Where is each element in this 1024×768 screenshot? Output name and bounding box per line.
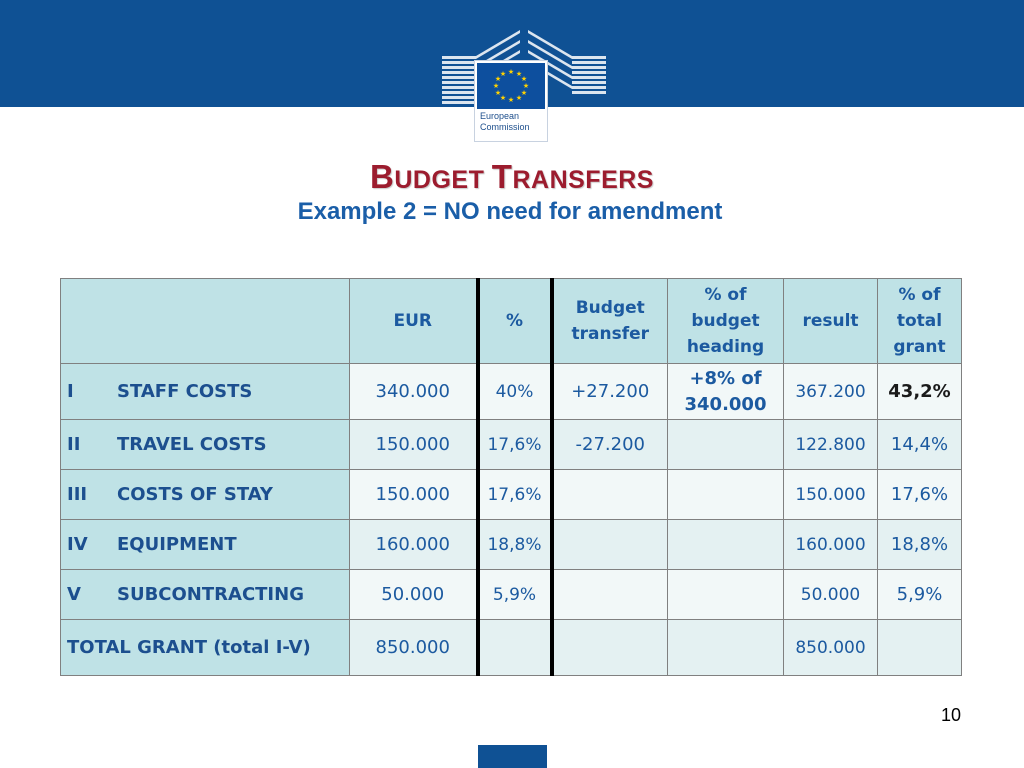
header-budget-transfer: Budget transfer [552,279,668,364]
cell-transfer [552,570,668,620]
table-row [61,420,962,470]
cell-result: 50.000 [784,570,878,620]
cell-result: 150.000 [784,470,878,520]
svg-text:★: ★ [492,82,500,90]
cell-eur: 160.000 [350,520,478,570]
header-percent: % [478,279,552,364]
svg-text:★: ★ [515,94,523,102]
header-label [61,279,350,364]
cell-transfer: -27.200 [552,420,668,470]
total-percent [478,620,552,676]
svg-text:★: ★ [494,75,502,83]
total-eur: 850.000 [350,620,478,676]
page-title: BUDGET TRANSFERS [370,158,654,195]
cell-eur: 50.000 [350,570,478,620]
cell-percent-heading [668,470,784,520]
budget-table [60,278,962,676]
svg-text:★: ★ [520,89,528,97]
svg-text:★: ★ [507,96,515,104]
cell-percent-heading [668,520,784,570]
cell-transfer: +27.200 [552,364,668,420]
svg-text:★: ★ [499,94,507,102]
eu-flag-icon [477,63,545,109]
cell-percent-total: 5,9% [878,570,962,620]
cell-percent: 5,9% [478,570,552,620]
cell-percent-total: 17,6% [878,470,962,520]
total-percent-heading [668,620,784,676]
cell-percent: 17,6% [478,470,552,520]
logo-card [474,60,548,142]
header-result: result [784,279,878,364]
cell-percent: 40% [478,364,552,420]
table-row [61,470,962,520]
row-label: I STAFF COSTS [61,364,350,420]
total-transfer [552,620,668,676]
svg-text:★: ★ [494,89,502,97]
total-result: 850.000 [784,620,878,676]
row-label: III COSTS OF STAY [61,470,350,520]
table-row [61,520,962,570]
cell-percent-heading: +8% of 340.000 [668,364,784,420]
cell-result: 122.800 [784,420,878,470]
svg-text:★: ★ [499,70,507,78]
svg-text:★: ★ [507,68,515,76]
svg-text:★: ★ [522,82,530,90]
row-label: II TRAVEL COSTS [61,420,350,470]
row-label: IV EQUIPMENT [61,520,350,570]
page-subtitle: Example 2 = NO need for amendment [297,198,723,225]
cell-percent-total: 18,8% [878,520,962,570]
footer-flag-icon [478,745,547,768]
cell-percent-total: 43,2% [878,364,962,420]
svg-text:★: ★ [515,70,523,78]
svg-text:★: ★ [520,75,528,83]
header-eur: EUR [350,279,478,364]
total-percent-total [878,620,962,676]
cell-transfer [552,470,668,520]
table-total-row [61,620,962,676]
cell-percent-heading [668,570,784,620]
header-percent-budget-heading: % of budget heading [668,279,784,364]
logo-text: European Commission [480,111,530,132]
cell-eur: 150.000 [350,420,478,470]
cell-eur: 150.000 [350,470,478,520]
row-label: V SUBCONTRACTING [61,570,350,620]
header-percent-total-grant: % of total grant [878,279,962,364]
cell-transfer [552,520,668,570]
cell-result: 160.000 [784,520,878,570]
table-row [61,364,962,420]
cell-eur: 340.000 [350,364,478,420]
cell-percent-total: 14,4% [878,420,962,470]
cell-percent-heading [668,420,784,470]
table-header-row [61,279,962,364]
cell-percent: 18,8% [478,520,552,570]
cell-result: 367.200 [784,364,878,420]
cell-percent: 17,6% [478,420,552,470]
total-label: TOTAL GRANT (total I-V) [61,620,350,676]
table-row [61,570,962,620]
page-number: 10 [940,705,961,725]
